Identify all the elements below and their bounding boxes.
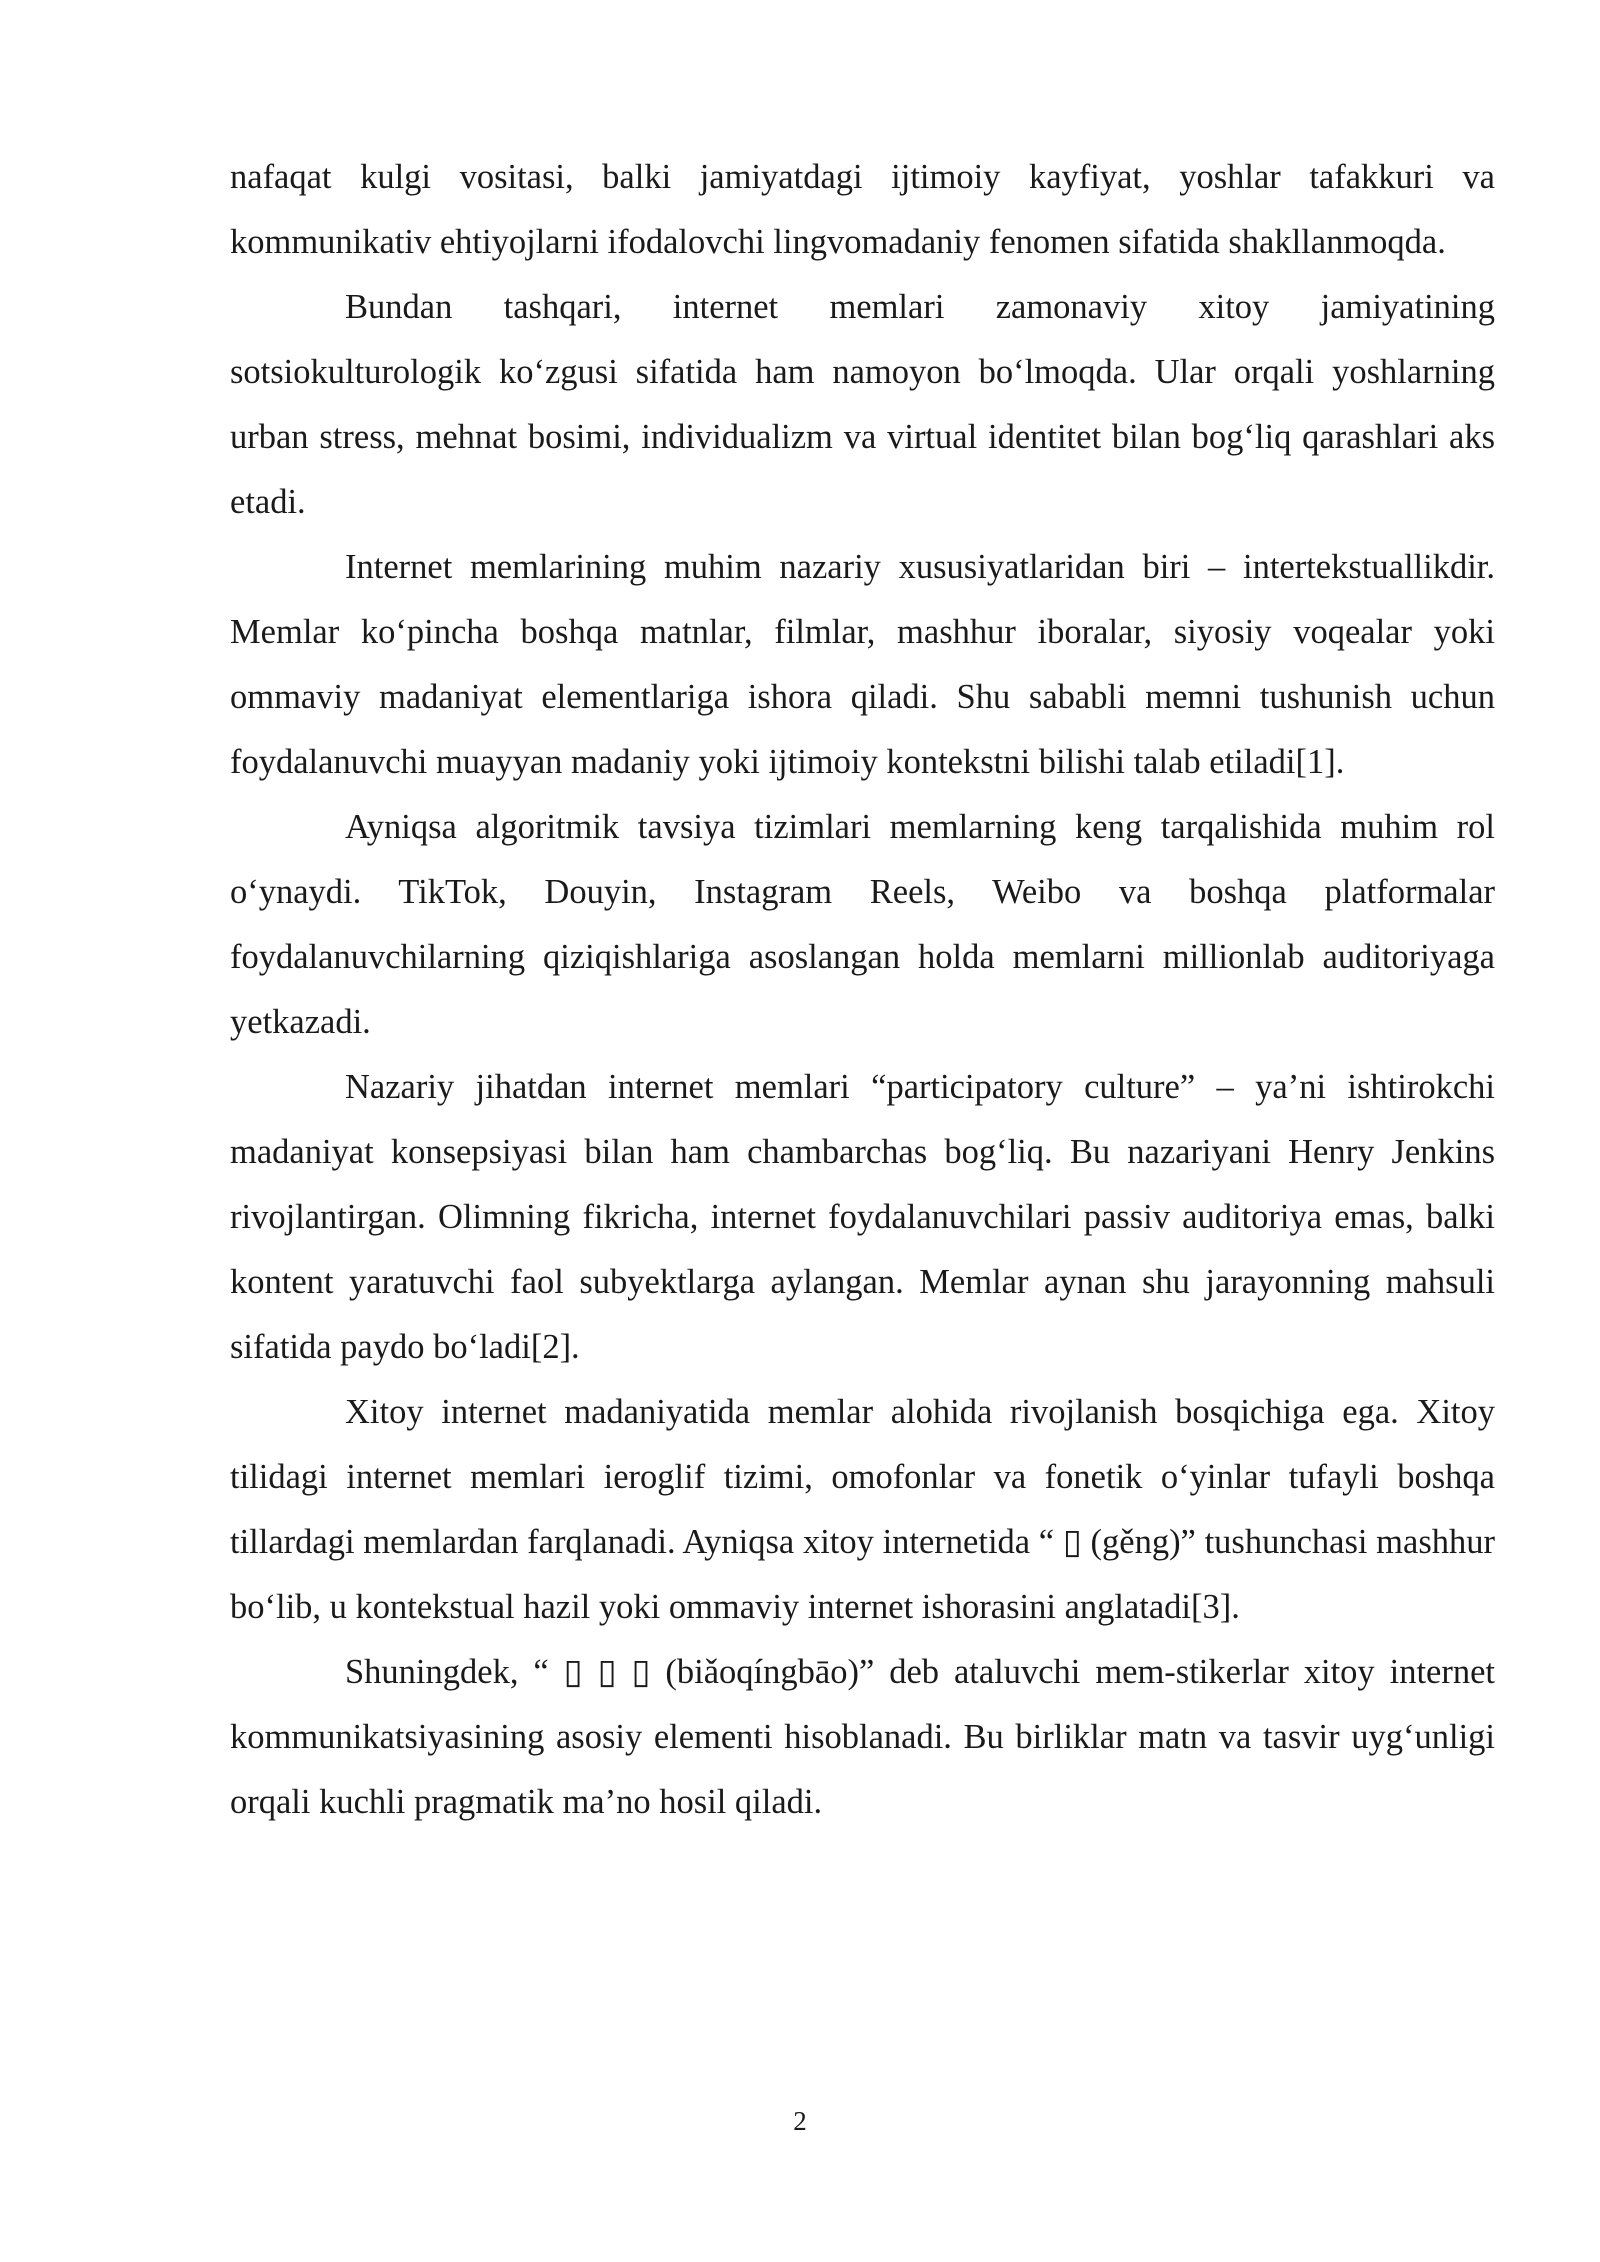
paragraph: Bundan tashqari, internet memlari zamonaviy xitoy jamiyatining sotsiokulturologik ko‘zgusi sifatida ham namoyon bo‘lmoqda. Ular orqali yoshlarning urban stress, mehnat bosimi, individualizm va virtual identitet bilan bog‘liq qarashlari aks etadi. xyxy=(230,288,1495,521)
paragraph: Internet memlarining muhim nazariy xususiyatlaridan biri – intertekstuallikdir. Memlar ko‘pincha boshqa matnlar, filmlar, mashhur iboralar, siyosiy voqealar yoki ommaviy madaniyat elementlariga ishora qiladi. Shu sababli memni tushunish uchun foydalanuvchi muayyan madaniy yoki ijtimoiy kontekstni bilishi talab etiladi[1]. xyxy=(230,548,1495,781)
page-number: 2 xyxy=(793,2106,807,2136)
paragraph: Nazariy jihatdan internet memlari “participatory culture” – ya’ni ishtirokchi madaniyat konsepsiyasi bilan ham chambarchas bog‘liq. Bu nazariyani Henry Jenkins rivojlantirgan. Olimning fikricha, internet foydalanuvchilari passiv auditoriya emas, balki kontent yaratuvchi faol subyektlarga aylangan. Memlar aynan shu jarayonning mahsuli sifatida paydo bo‘ladi[2]. xyxy=(230,1068,1495,1366)
paragraph: Shuningdek, “ ▯ ▯ ▯ (biǎoqíngbāo)” deb ataluvchi mem-stikerlar xitoy internet kommunikatsiyasining asosiy elementi hisoblanadi. Bu birliklar matn va tasvir uyg‘unligi orqali kuchli pragmatik ma’no hosil qiladi. xyxy=(230,1653,1495,1821)
document-body xyxy=(230,145,1495,1835)
paragraph: nafaqat kulgi vositasi, balki jamiyatdagi ijtimoiy kayfiyat, yoshlar tafakkuri va kommunikativ ehtiyojlarni ifodalovchi lingvomadaniy fenomen sifatida shakllanmoqda. xyxy=(230,158,1495,261)
paragraph: Ayniqsa algoritmik tavsiya tizimlari memlarning keng tarqalishida muhim rol o‘ynaydi. TikTok, Douyin, Instagram Reels, Weibo va boshqa platformalar foydalanuvchilarning qiziqishlariga asoslangan holda memlarni millionlab auditoriyaga yetkazadi. xyxy=(230,808,1495,1041)
paragraph: Xitoy internet madaniyatida memlar alohida rivojlanish bosqichiga ega. Xitoy tilidagi internet memlari ieroglif tizimi, omofonlar va fonetik o‘yinlar tufayli boshqa tillardagi memlardan farqlanadi. Ayniqsa xitoy internetida “ ▯ (gěng)” tushunchasi mashhur bo‘lib, u kontekstual hazil yoki ommaviy internet ishorasini anglatadi[3]. xyxy=(230,1393,1495,1626)
